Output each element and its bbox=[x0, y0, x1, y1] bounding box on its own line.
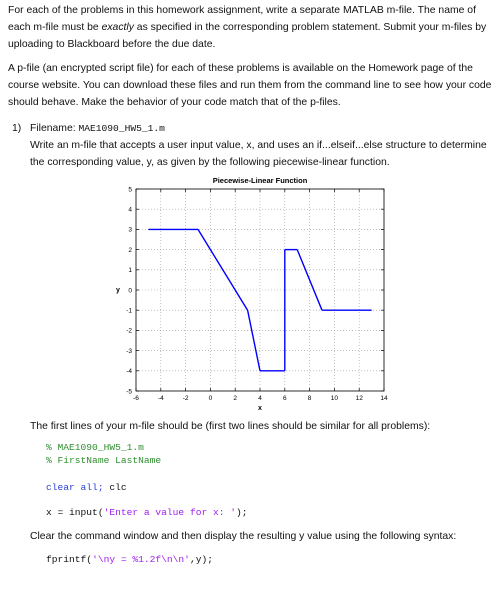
x-tick-label: 0 bbox=[208, 395, 213, 402]
x-tick-label: -2 bbox=[182, 395, 189, 402]
intro-paragraph bbox=[8, 2, 494, 53]
pfile-paragraph: A p-file (an encrypted script file) for each of these problems is available on the Homework page of the course website. You can download these files and run them from the command line to see how your code should behave. Make the behavior of your code match that of the p-files. bbox=[8, 63, 492, 108]
code-input-pre: x = input( bbox=[46, 507, 104, 518]
code-input-line bbox=[46, 507, 248, 519]
code-fprintf-string: '\ny = %1.2f\n\n' bbox=[92, 554, 190, 565]
y-tick-label: -5 bbox=[126, 388, 132, 396]
intro-text-a: For each of the problems in this homework assignment, write a separate MATLAB m-file. The name of each m-file must be bbox=[8, 5, 476, 33]
x-tick-label: 4 bbox=[258, 395, 262, 402]
problem-filename-line bbox=[30, 120, 492, 137]
y-tick-label: 2 bbox=[128, 246, 132, 254]
x-tick-label: 14 bbox=[380, 395, 388, 402]
x-tick-label: -4 bbox=[157, 395, 164, 402]
y-axis-label: y bbox=[116, 287, 120, 294]
code-comment-2: % FirstName LastName bbox=[46, 455, 162, 466]
x-tick-label: 12 bbox=[355, 395, 363, 402]
clear-window-text: Clear the command window and then display the resulting y value using the following syntax: bbox=[30, 531, 457, 542]
problem-description: Write an m-file that accepts a user input value, x, and uses an if...elseif...else structure to determine the corresponding value, y, as given by the following piecewise-linear function. bbox=[30, 140, 487, 168]
problem-number: 1) bbox=[12, 123, 22, 134]
code-clear-line bbox=[46, 482, 127, 494]
piecewise-chart bbox=[108, 171, 418, 415]
code-fprintf-pre: fprintf( bbox=[46, 554, 93, 565]
x-tick-label: 8 bbox=[307, 395, 312, 402]
series-segment-3 bbox=[248, 310, 260, 371]
filename-value: MAE1090_HW5_1.m bbox=[78, 123, 165, 134]
y-tick-label: 1 bbox=[128, 267, 132, 275]
x-tick-label: -6 bbox=[133, 395, 139, 402]
chart-title: Piecewise-Linear Function bbox=[212, 176, 308, 185]
y-tick-label: -4 bbox=[126, 368, 132, 376]
x-tick-label: 10 bbox=[330, 395, 339, 402]
filename-label: Filename: bbox=[30, 123, 76, 134]
y-tick-label: -3 bbox=[126, 347, 132, 355]
y-tick-label: 5 bbox=[128, 186, 132, 194]
code-input-post: ); bbox=[236, 507, 248, 518]
y-tick-label: -2 bbox=[126, 327, 132, 335]
code-clear-rest: clc bbox=[103, 482, 127, 493]
x-tick-label: 2 bbox=[233, 395, 238, 402]
first-lines-text: The first lines of your m-file should be (first two lines should be similar for all problems): bbox=[30, 421, 431, 432]
code-fprintf-post: ,y); bbox=[189, 554, 213, 565]
x-axis-label: x bbox=[258, 405, 262, 412]
y-tick-label: 0 bbox=[128, 287, 132, 295]
code-input-string: 'Enter a value for x: ' bbox=[103, 507, 236, 518]
x-tick-label: 6 bbox=[282, 395, 287, 402]
y-tick-label: 3 bbox=[128, 226, 132, 234]
intro-text-b: as specified in the corresponding problem statement. Submit your m-files by uploading to Blackboard before the due date. bbox=[8, 22, 487, 50]
code-clear-keyword: clear all; bbox=[46, 482, 104, 493]
code-fprintf-line bbox=[46, 554, 213, 566]
chart-svg bbox=[108, 171, 418, 415]
intro-emphasis: exactly bbox=[101, 22, 134, 33]
code-comment-1: % MAE1090_HW5_1.m bbox=[46, 442, 144, 453]
y-tick-label: 4 bbox=[128, 206, 132, 214]
y-tick-label: -1 bbox=[126, 307, 132, 315]
